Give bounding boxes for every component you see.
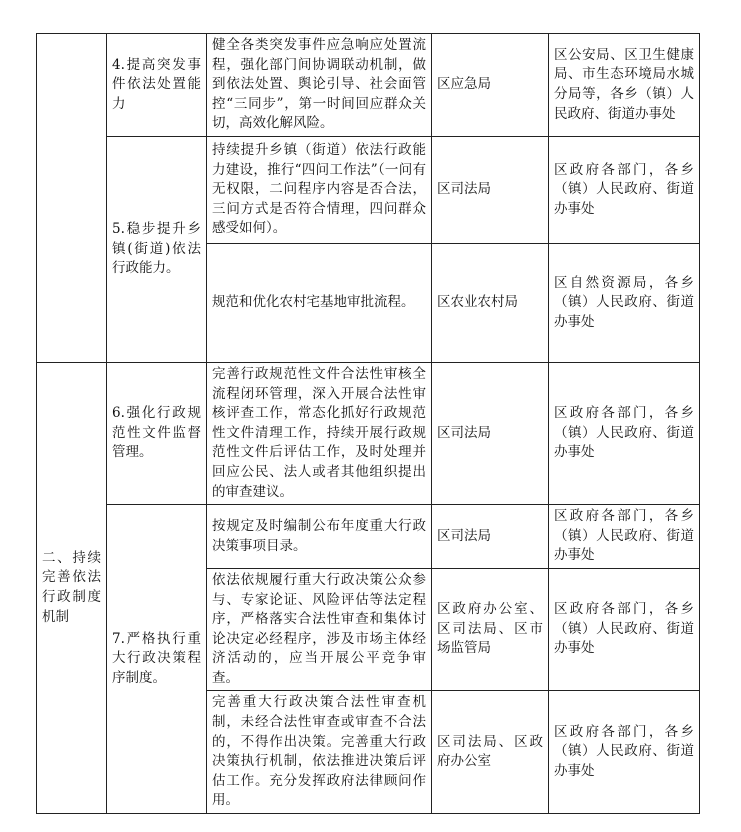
item-cell: 6.强化行政规范性文件监督管理。 — [107, 362, 207, 504]
support-unit-cell: 区公安局、区卫生健康局、市生态环境局水城分局等，各乡（镇）人民政府、街道办事处 — [549, 34, 700, 137]
task-cell: 持续提升乡镇（街道）依法行政能力建设，推行“四问工作法”（一问有无权限，二问程序内容是否合法，三问方式是否符合情理，四问群众感受如何）。 — [207, 136, 432, 243]
lead-unit-cell: 区政府办公室、区司法局、区市场监管局 — [432, 568, 549, 691]
task-cell: 健全各类突发事件应急响应处置流程，强化部门间协调联动机制，做到依法处置、舆论引导、社会面管控“三同步”，第一时间回应群众关切，高效化解风险。 — [207, 34, 432, 137]
item-cell: 5.稳步提升乡镇(街道)依法行政能力。 — [107, 136, 207, 362]
support-unit-cell: 区政府各部门，各乡（镇）人民政府、街道办事处 — [549, 568, 700, 691]
lead-unit-cell: 区农业农村局 — [432, 243, 549, 362]
support-unit-cell: 区政府各部门，各乡（镇）人民政府、街道办事处 — [549, 362, 700, 504]
item-cell: 4.提高突发事件依法处置能力 — [107, 34, 207, 137]
table-row — [37, 505, 700, 569]
lead-unit-cell: 区司法局、区政府办公室 — [432, 691, 549, 814]
item-cell: 7.严格执行重大行政决策程序制度。 — [107, 505, 207, 814]
lead-unit-cell: 区司法局 — [432, 136, 549, 243]
section-cell — [37, 34, 107, 363]
task-cell: 规范和优化农村宅基地审批流程。 — [207, 243, 432, 362]
lead-unit-cell: 区司法局 — [432, 362, 549, 504]
support-unit-cell: 区政府各部门，各乡（镇）人民政府、街道办事处 — [549, 691, 700, 814]
table-row — [37, 362, 700, 504]
lead-unit-cell: 区司法局 — [432, 505, 549, 569]
support-unit-cell: 区政府各部门，各乡（镇）人民政府、街道办事处 — [549, 136, 700, 243]
task-cell: 完善重大行政决策合法性审查机制，未经合法性审查或审查不合法的，不得作出决策。完善重大行政决策执行机制，依法推进决策后评估工作。充分发挥政府法律顾问作用。 — [207, 691, 432, 814]
table-row — [37, 34, 700, 137]
task-table — [36, 33, 700, 814]
task-cell: 完善行政规范性文件合法性审核全流程闭环管理，深入开展合法性审核评查工作，常态化抓好行政规范性文件清理工作，持续开展行政规范性文件后评估工作，及时处理并回应公民、法人或者其他组织提出的审查建议。 — [207, 362, 432, 504]
lead-unit-cell: 区应急局 — [432, 34, 549, 137]
support-unit-cell: 区政府各部门，各乡（镇）人民政府、街道办事处 — [549, 505, 700, 569]
support-unit-cell: 区自然资源局，各乡（镇）人民政府、街道办事处 — [549, 243, 700, 362]
section-cell: 二、持续完善依法行政制度机制 — [37, 362, 107, 813]
task-cell: 按规定及时编制公布年度重大行政决策事项目录。 — [207, 505, 432, 569]
task-cell: 依法依规履行重大行政决策公众参与、专家论证、风险评估等法定程序，严格落实合法性审查和集体讨论决定必经程序，涉及市场主体经济活动的，应当开展公平竞争审查。 — [207, 568, 432, 691]
table-row — [37, 136, 700, 243]
